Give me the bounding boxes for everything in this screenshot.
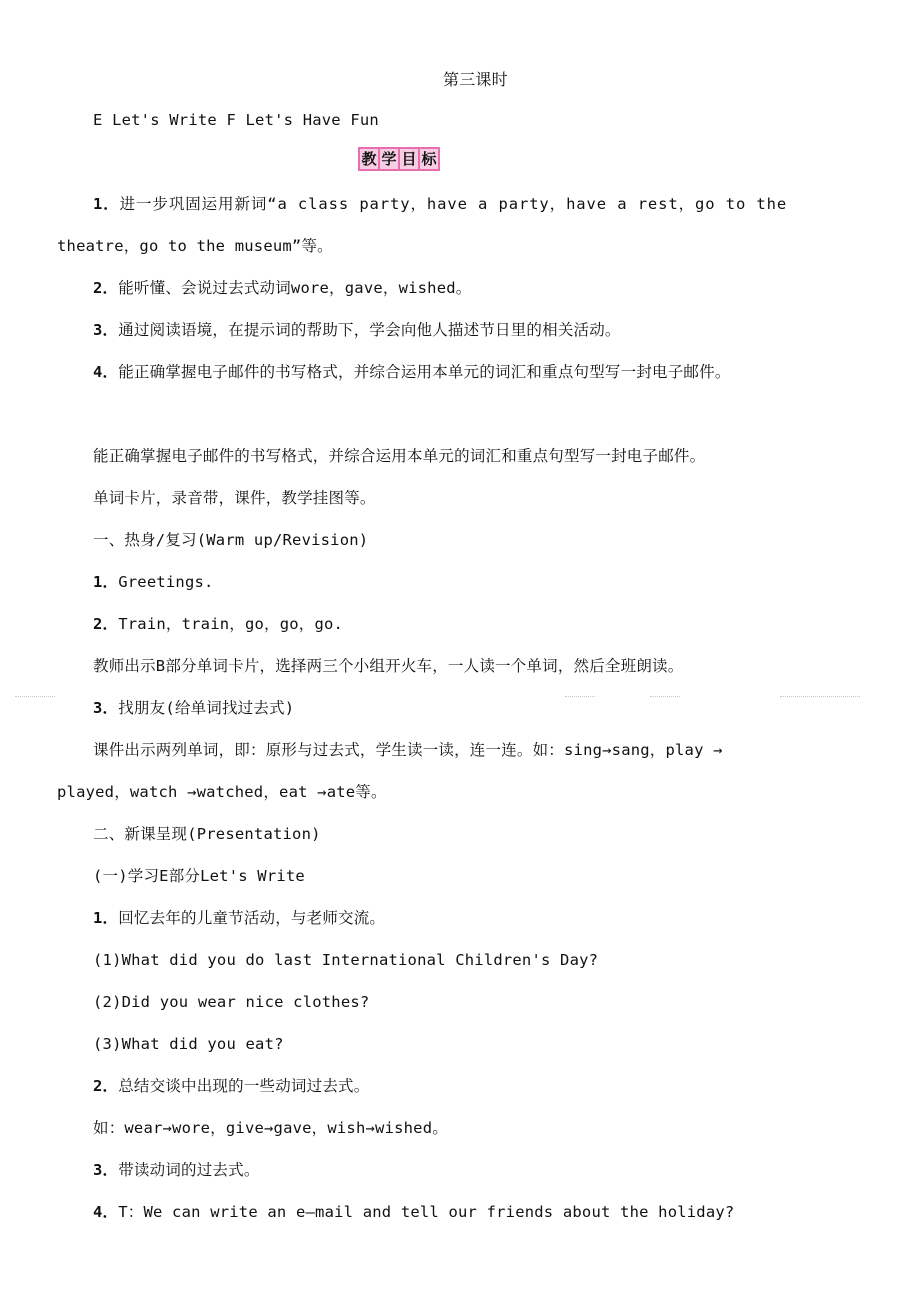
item-number: 3．	[93, 321, 119, 339]
lesson-subtitle: E Let's Write F Let's Have Fun	[93, 111, 379, 129]
warmup-item-3	[93, 698, 294, 718]
section-2-heading: 二、新课呈现(Presentation)	[93, 825, 321, 843]
presentation-item-3	[93, 1160, 260, 1180]
item-number: 1．	[93, 573, 119, 591]
item-3-description: 课件出示两列单词，即：原形与过去式，学生读一读，连一连。如：sing→sang，play →	[93, 741, 723, 759]
page-break-dots	[650, 696, 680, 697]
page-break-dots	[780, 696, 860, 697]
item-number: 3．	[93, 699, 119, 717]
item-text: 找朋友(给单词找过去式)	[118, 699, 295, 717]
objective-2	[93, 278, 471, 298]
question-1: (1)What did you do last International Children's Day?	[93, 951, 599, 969]
item-number: 2．	[93, 615, 119, 633]
item-text: T：We can write an e—mail and tell our friends about the holiday?	[118, 1203, 735, 1221]
item-number: 1．	[93, 909, 119, 927]
objective-4	[93, 362, 731, 382]
badge-char: 教	[361, 150, 377, 168]
page-break-dots	[15, 696, 55, 697]
item-text: 进一步巩固运用新词“a class party，have a party，have a rest，go to the	[119, 195, 788, 213]
key-point: 能正确掌握电子邮件的书写格式，并综合运用本单元的词汇和重点句型写一封电子邮件。	[93, 447, 706, 465]
warmup-item-2	[93, 614, 343, 634]
question-2: (2)Did you wear nice clothes?	[93, 993, 370, 1011]
question-3: (3)What did you eat?	[93, 1035, 284, 1053]
item-text: 总结交谈中出现的一些动词过去式。	[118, 1077, 370, 1095]
item-number: 4．	[93, 363, 119, 381]
badge-char: 标	[421, 150, 437, 168]
objective-1-continued: theatre，go to the museum”等。	[57, 237, 333, 255]
past-tense-example: 如：wear→wore，give→gave，wish→wished。	[93, 1119, 448, 1137]
badge-char: 目	[401, 150, 417, 168]
section-2-subheading: (一)学习E部分Let's Write	[93, 867, 305, 885]
warmup-note: 教师出示B部分单词卡片，选择两三个小组开火车，一人读一个单词，然后全班朗读。	[93, 657, 684, 675]
warmup-item-1	[93, 572, 214, 592]
item-text: Greetings.	[118, 573, 214, 591]
materials: 单词卡片，录音带，课件，教学挂图等。	[93, 489, 376, 507]
presentation-item-1	[93, 908, 385, 928]
item-text: Train，train，go，go，go.	[118, 615, 344, 633]
item-number: 4．	[93, 1203, 119, 1221]
item-text: 能正确掌握电子邮件的书写格式，并综合运用本单元的词汇和重点句型写一封电子邮件。	[118, 363, 731, 381]
item-text: 通过阅读语境，在提示词的帮助下，学会向他人描述节日里的相关活动。	[118, 321, 621, 339]
item-3-description-continued: played，watch →watched，eat →ate等。	[57, 783, 387, 801]
item-number: 3．	[93, 1161, 119, 1179]
objective-1	[93, 194, 787, 214]
teaching-objectives-badge	[358, 147, 440, 171]
badge-char: 学	[381, 150, 397, 168]
presentation-item-4	[93, 1202, 734, 1222]
page-title: 第三课时	[443, 70, 508, 89]
item-text: 能听懂、会说过去式动词wore，gave，wished。	[118, 279, 472, 297]
item-number: 2．	[93, 1077, 119, 1095]
item-text: 回忆去年的儿童节活动，与老师交流。	[118, 909, 386, 927]
section-1-heading: 一、热身/复习(Warm up/Revision)	[93, 531, 369, 549]
page-break-dots	[565, 696, 595, 697]
presentation-item-2	[93, 1076, 369, 1096]
objective-3	[93, 320, 621, 340]
item-number: 2．	[93, 279, 119, 297]
item-text: 带读动词的过去式。	[118, 1161, 260, 1179]
item-number: 1．	[93, 195, 120, 213]
